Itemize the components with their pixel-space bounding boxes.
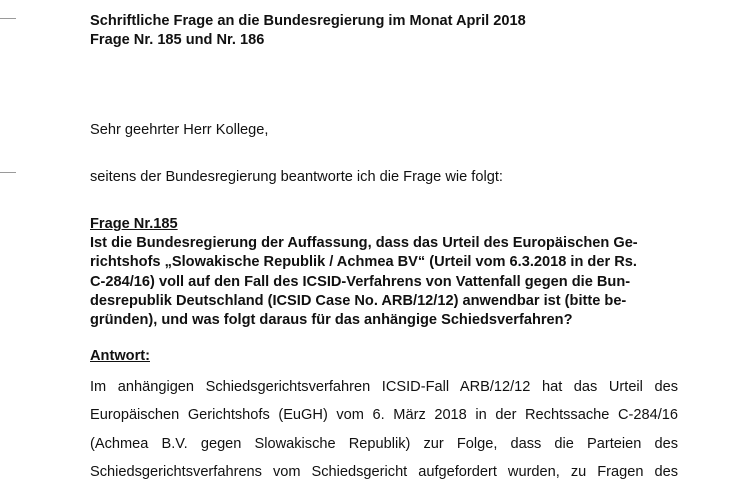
- header-line-title: Schriftliche Frage an die Bundesregierung im Monat April 2018: [90, 13, 526, 29]
- answer-line: [90, 401, 678, 429]
- question-line: C-284/16) voll auf den Fall des ICSID-Verfahrens von Vattenfall gegen die Bun-: [90, 273, 631, 290]
- answer-line: [90, 458, 678, 486]
- salutation: Sehr geehrter Herr Kollege,: [90, 122, 269, 138]
- question-heading: Frage Nr.185: [90, 216, 178, 232]
- answer-line-text: Schiedsgerichtsverfahrens vom Schiedsgericht aufgefordert wurden, zu Fragen des: [90, 463, 678, 480]
- answer-text: [90, 373, 678, 486]
- document-header: [90, 12, 526, 50]
- answer-line: [90, 430, 678, 458]
- punch-mark-middle: [0, 172, 16, 173]
- answer-line-text: Europäischen Gerichtshofs (EuGH) vom 6. März 2018 in der Rechtssache C-284/16: [90, 407, 678, 424]
- question-line: desrepublik Deutschland (ICSID Case No. ARB/12/12) anwendbar ist (bitte be-: [90, 292, 627, 309]
- question-line: Ist die Bundesregierung der Auffassung, dass das Urteil des Europäischen Ge-: [90, 235, 638, 251]
- answer-heading: Antwort:: [90, 348, 150, 364]
- punch-mark-top: [0, 18, 16, 19]
- answer-line-text: (Achmea B.V. gegen Slowakische Republik) zur Folge, dass die Parteien des: [90, 435, 678, 452]
- question-text: [90, 234, 710, 330]
- question-line: gründen), und was folgt daraus für das anhängige Schiedsverfahren?: [90, 312, 573, 329]
- answer-line-text: Im anhängigen Schiedsgerichtsverfahren ICSID-Fall ARB/12/12 hat das Urteil des: [90, 379, 678, 395]
- header-line-question-numbers: Frage Nr. 185 und Nr. 186: [90, 32, 265, 48]
- intro-paragraph: seitens der Bundesregierung beantworte ich die Frage wie folgt:: [90, 169, 503, 185]
- answer-line: [90, 373, 678, 401]
- question-line: richtshofs „Slowakische Republik / Achmea BV“ (Urteil vom 6.3.2018 in der Rs.: [90, 254, 637, 271]
